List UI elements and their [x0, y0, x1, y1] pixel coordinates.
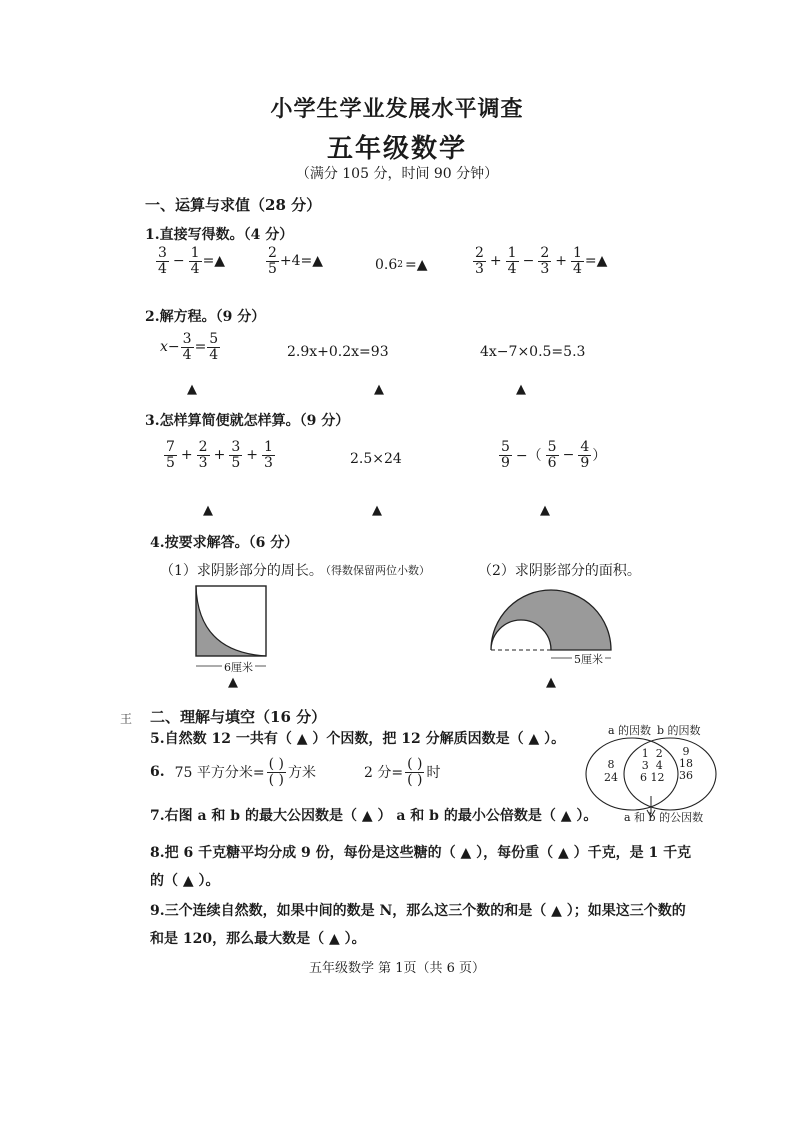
subject-title: 五年级数学 [326, 134, 467, 164]
q8-text-line1: 8.把 6 千克糖平均分成 9 份，每份是这些糖的（ ▲ ），每份重（ ▲ ）千克，是 1 千克 [150, 845, 692, 861]
shaded-region [196, 586, 266, 656]
answer-marker: ▲ [546, 675, 556, 690]
q1-expression-3: 0.6 2 =▲ [375, 257, 428, 273]
q5-text: 5.自然数 12 一共有（ ▲ ）个因数，把 12 分解质因数是（ ▲ ）。 [150, 731, 566, 747]
answer-marker: ▲ [516, 382, 526, 397]
q2-equation-1: x − $\frac{3}{4}$ = $\frac{5}{4}$ [160, 331, 219, 363]
venn-label-a: a 的因数 [608, 724, 652, 737]
q3-expression-2: 2.5×24 [350, 451, 402, 467]
shaded-region [491, 590, 611, 650]
answer-marker: ▲ [540, 503, 550, 518]
dimension-label-5cm: 5厘米 [574, 653, 603, 666]
answer-marker: ▲ [203, 503, 213, 518]
dimension-label-6cm: 6厘米 [224, 661, 253, 674]
venn-right-values: 9 18 36 [679, 745, 693, 782]
q4-label: 4.按要求解答。（6 分） [150, 535, 299, 551]
answer-marker: ▲ [374, 382, 384, 397]
section2-heading: 二、理解与填空（16 分） [150, 708, 327, 726]
venn-left-values: 8 24 [604, 758, 618, 784]
q1-expression-1: $\frac{3}{4}$ − $\frac{1}{4}$ =▲ [158, 245, 226, 277]
q7-text: 7.右图 a 和 b 的最大公因数是（ ▲ ） a 和 b 的最小公倍数是（ ▲ ）。 [150, 808, 598, 824]
answer-marker: ▲ [187, 382, 197, 397]
q4-part1-note: （得数保留两位小数） [320, 564, 430, 577]
answer-marker: ▲ [372, 503, 382, 518]
q2-equation-2: 2.9x+0.2x=93 [287, 344, 389, 360]
q1-expression-2: $\frac{2}{5}$ +4=▲ [268, 245, 324, 277]
answer-marker: ▲ [228, 675, 238, 690]
q1-expression-4: $\frac{2}{3}$ + $\frac{1}{4}$ − $\frac{2}{3}$ + $\frac{1}{4}$ =▲ [475, 245, 608, 277]
q9-text-line2: 和是 120，那么最大数是（ ▲ ）。 [150, 931, 366, 947]
venn-label-b: b 的因数 [657, 724, 701, 737]
q4-part2-prompt: （2）求阴影部分的面积。 [478, 563, 641, 579]
venn-middle-values: 1 2 3 4 6 12 [640, 747, 665, 784]
q3-label: 3.怎样算简便就怎样算。（9 分） [145, 413, 350, 429]
page-footer: 五年级数学 第 1页（共 6 页） [308, 961, 486, 976]
q2-equation-3: 4x−7×0.5=5.3 [480, 344, 586, 360]
q4-part1-prompt: （1）求阴影部分的周长。 [160, 563, 323, 579]
q6-line: 6. 75 平方分米= $\frac{( )}{( )}$ 方米 2 分= $\frac{( )}{( )}$ 时 [150, 756, 441, 788]
venn-common-label: a 和 b 的公因数 [624, 811, 704, 824]
q1-label: 1.直接写得数。（4 分） [145, 227, 294, 243]
margin-mark: 王 [120, 712, 133, 726]
q3-expression-3: $\frac{5}{9}$ −（ $\frac{5}{6}$ − $\frac{4}{9}$ ） [501, 439, 607, 471]
q8-text-line2: 的（ ▲ ）。 [150, 873, 220, 889]
exam-title: 小学生学业发展水平调查 [270, 96, 524, 122]
q2-label: 2.解方程。（9 分） [145, 309, 266, 325]
q3-expression-1: $\frac{7}{5}$ + $\frac{2}{3}$ + $\frac{3}{5}$ + $\frac{1}{3}$ [166, 439, 273, 471]
exam-meta: （满分 105 分，时间 90 分钟） [295, 166, 499, 182]
q9-text-line1: 9.三个连续自然数，如果中间的数是 N，那么这三个数的和是（ ▲ ）；如果这三个数的 [150, 903, 686, 919]
section1-heading: 一、运算与求值（28 分） [145, 196, 322, 214]
venn-circle-b [624, 738, 716, 810]
